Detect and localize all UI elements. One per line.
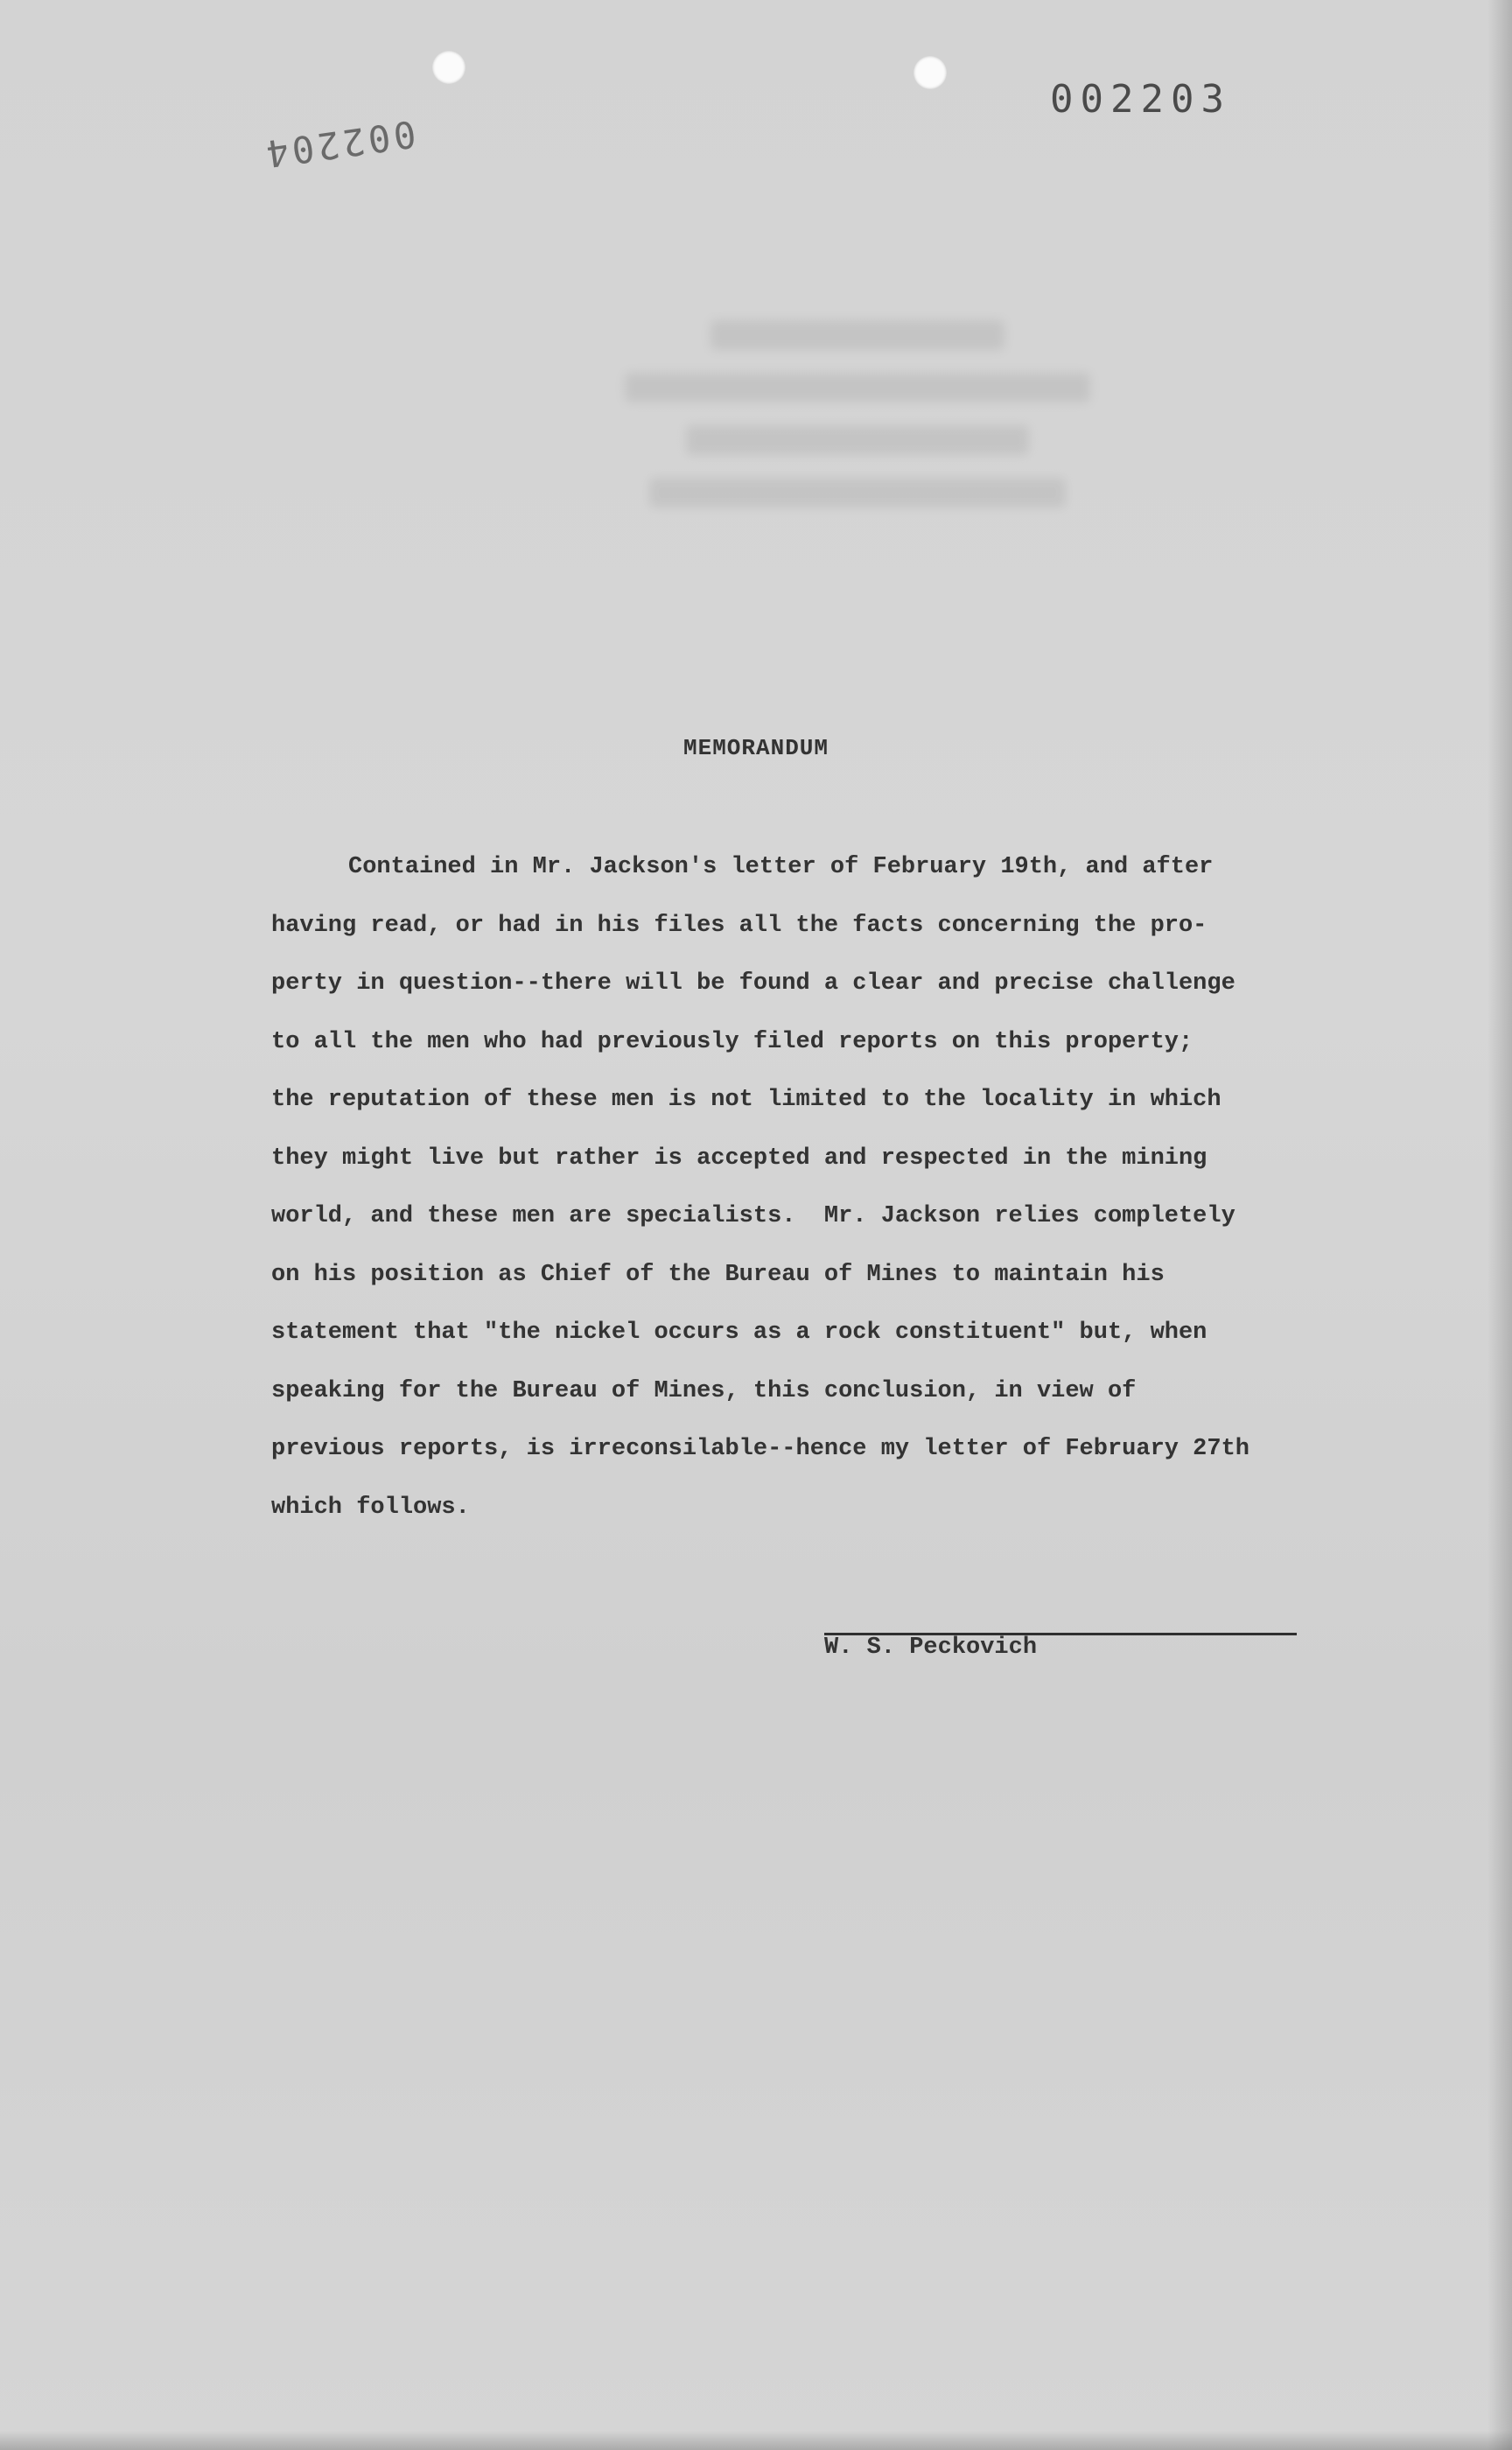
- memo-body-line: Contained in Mr. Jackson's letter of February 19th, and after: [348, 854, 1214, 880]
- reversed-document-number: 002204: [260, 112, 419, 176]
- memo-body-line: which follows.: [271, 1494, 470, 1521]
- bleed-through-text: [612, 298, 1102, 630]
- memo-body: [271, 838, 1304, 1536]
- punch-hole-left: [432, 51, 466, 84]
- memo-body-line: speaking for the Bureau of Mines, this conclusion, in view of: [271, 1377, 1137, 1404]
- memo-body-line: to all the men who had previously filed reports on this property;: [271, 1028, 1194, 1055]
- punch-hole-right: [914, 56, 947, 89]
- memo-body-line: the reputation of these men is not limited to the locality in which: [271, 1087, 1222, 1113]
- memo-body-line: having read, or had in his files all the facts concerning the pro-: [271, 912, 1208, 939]
- signature-name: W. S. Peckovich: [824, 1634, 1038, 1661]
- document-number: 002203: [1050, 77, 1231, 122]
- memo-body-line: they might live but rather is accepted and respected in the mining: [271, 1144, 1208, 1172]
- memo-body-line: statement that "the nickel occurs as a rock constituent" but, when: [271, 1320, 1208, 1346]
- memo-body-line: world, and these men are specialists. Mr. Jackson relies completely: [271, 1203, 1236, 1229]
- memo-body-line: on his position as Chief of the Bureau of Mines to maintain his: [271, 1261, 1165, 1288]
- page-bottom-shadow: [0, 2431, 1512, 2450]
- memo-body-line: previous reports, is irreconsilable--hence my letter of February 27th: [271, 1436, 1250, 1462]
- page-edge-shadow: [1488, 0, 1512, 2450]
- memo-title: MEMORANDUM: [682, 735, 830, 761]
- memo-body-line: perty in question--there will be found a clear and precise challenge: [271, 970, 1236, 997]
